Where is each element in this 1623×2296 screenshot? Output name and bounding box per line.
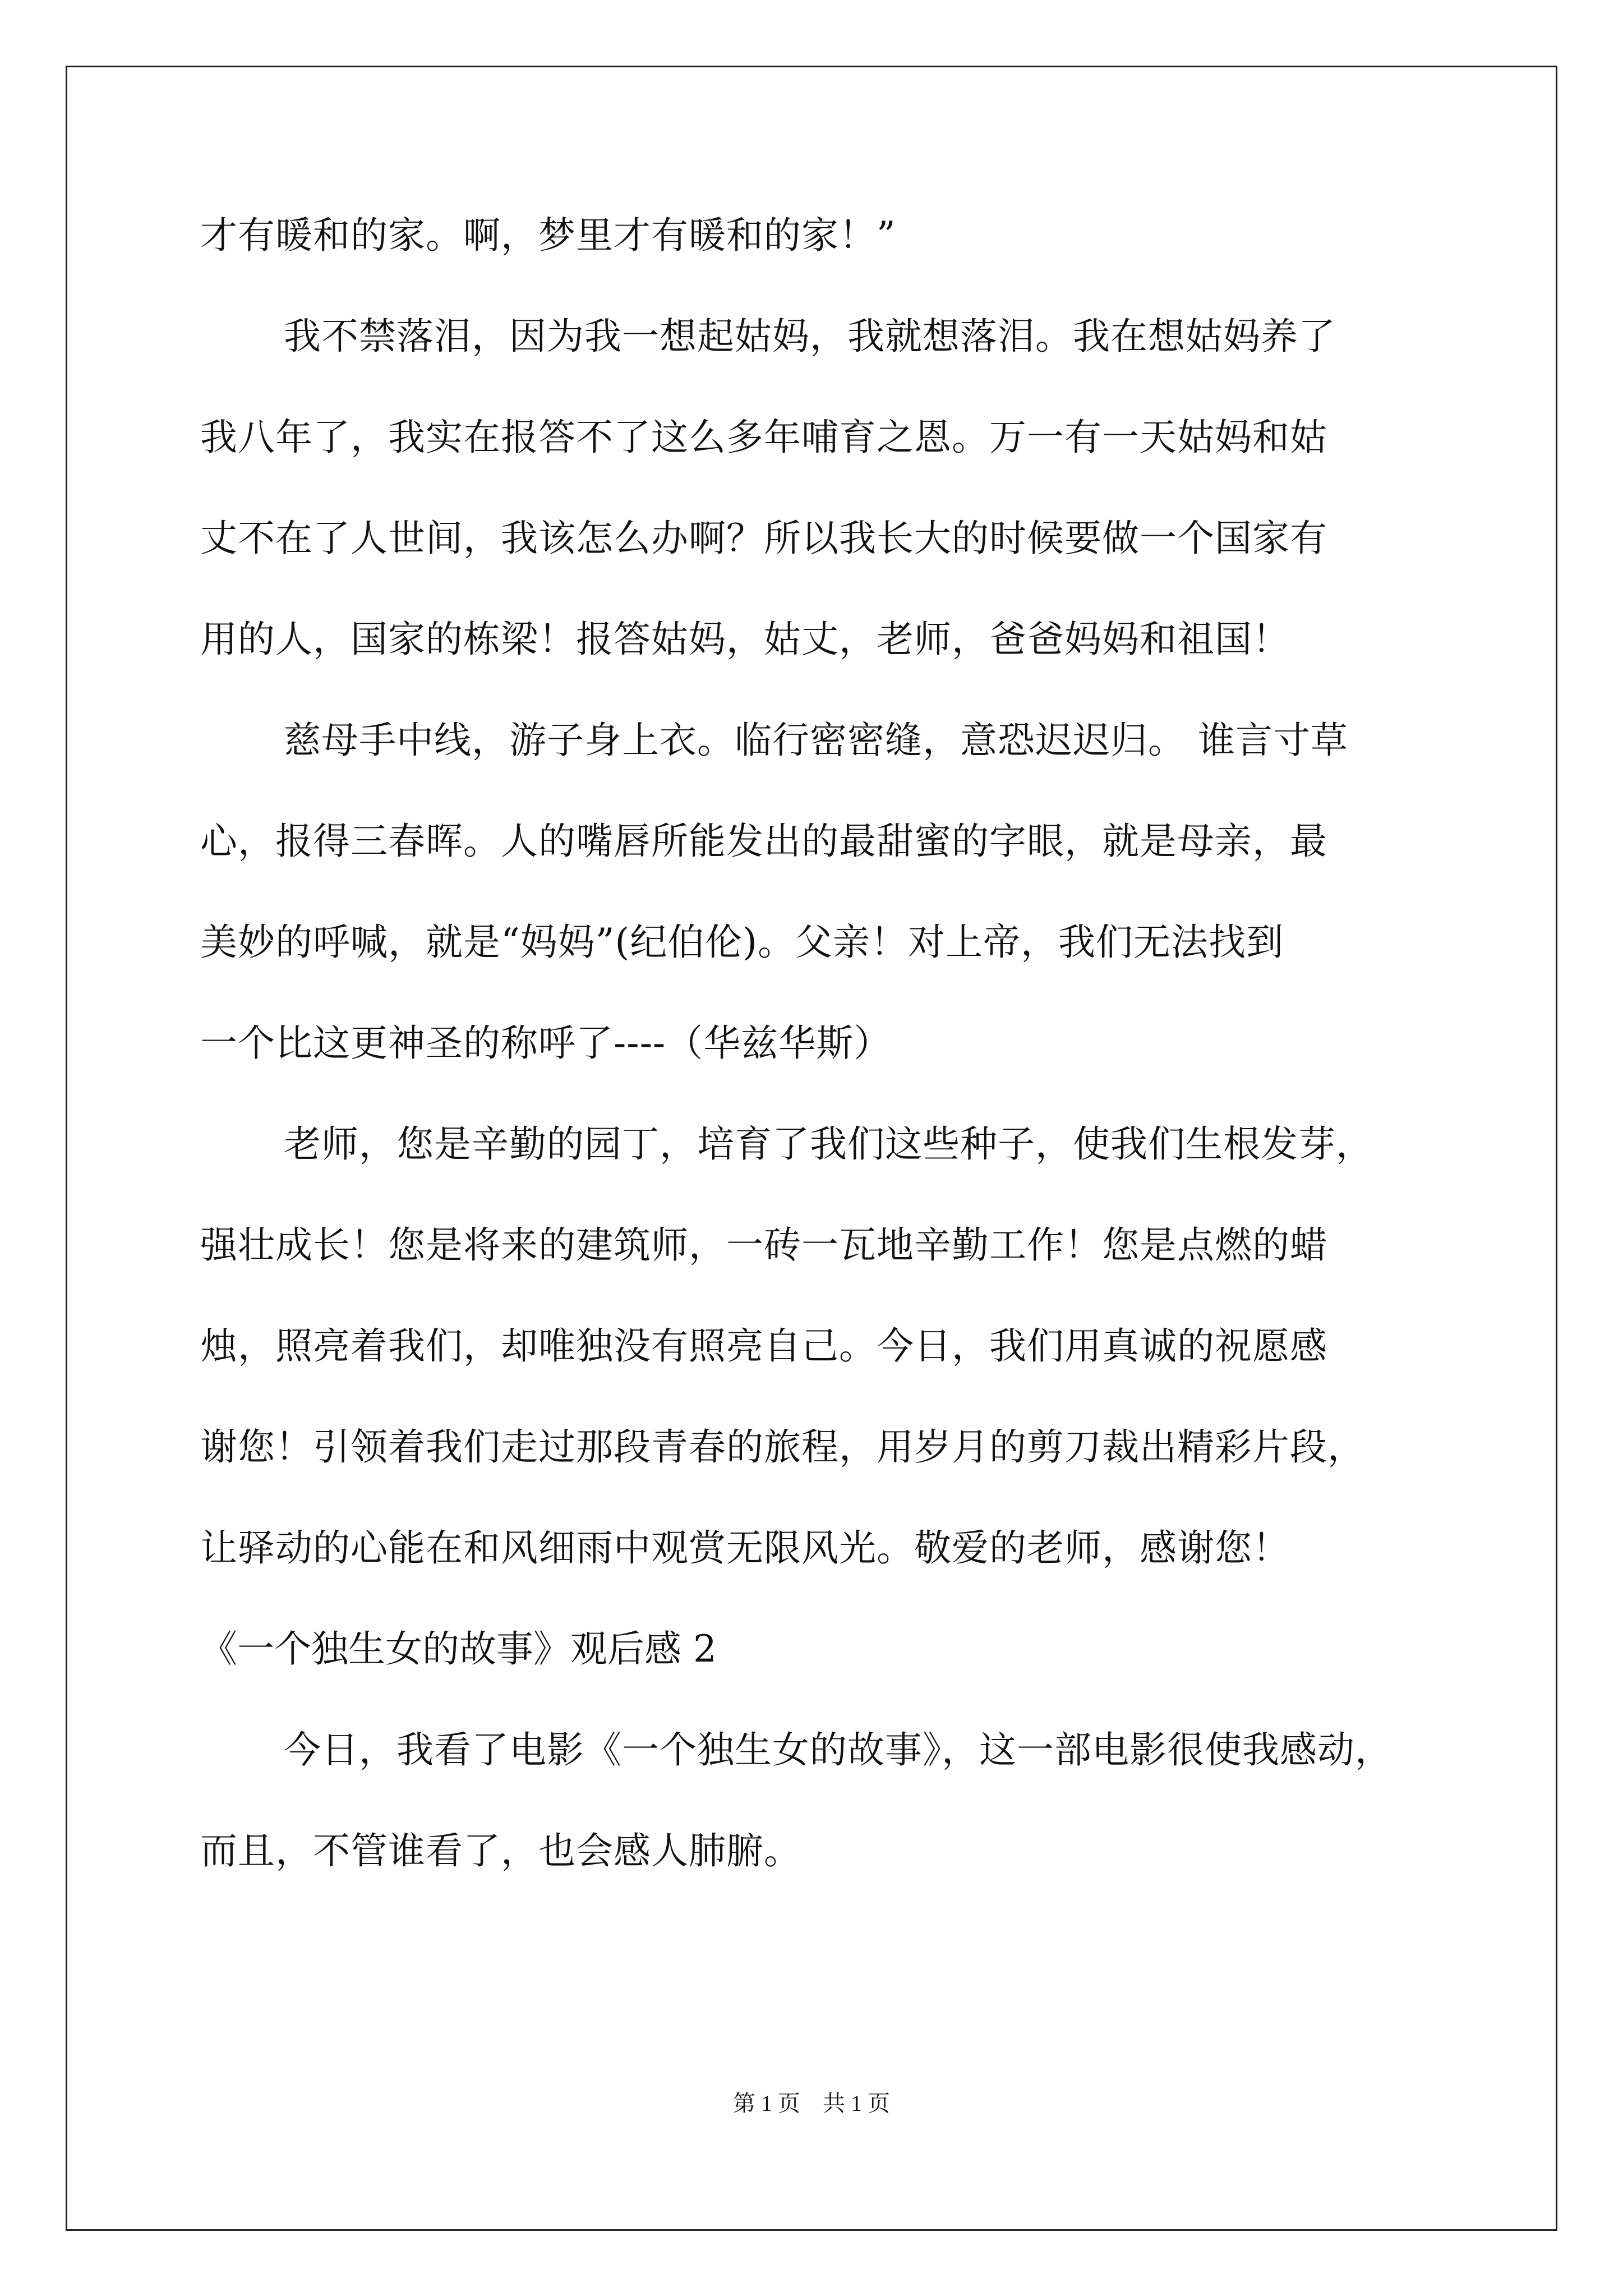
- paragraph-line: 而且，不管谁看了，也会感人肺腑。: [200, 1829, 801, 1872]
- paragraph-line: 老师，您是辛勤的园丁，培育了我们这些种子，使我们生根发芽，: [284, 1122, 1373, 1166]
- paragraph-line: 谢您！引领着我们走过那段青春的旅程，用岁月的剪刀裁出精彩片段，: [200, 1425, 1365, 1469]
- paragraph-line: 一个比这更神圣的称呼了----（华兹华斯）: [200, 1022, 892, 1065]
- paragraph-line: 强壮成长！您是将来的建筑师，一砖一瓦地辛勤工作！您是点燃的蜡: [200, 1223, 1327, 1267]
- paragraph-line: 用的人，国家的栋梁！报答姑妈，姑丈，老师，爸爸妈妈和祖国！: [200, 618, 1290, 661]
- paragraph-line: 慈母手中线，游子身上衣。临行密密缝，意恐迟迟归。 谁言寸草: [284, 719, 1348, 762]
- paragraph-line: 我八年了，我实在报答不了这么多年哺育之恩。万一有一天姑妈和姑: [200, 416, 1327, 459]
- paragraph-line: 让驿动的心能在和风细雨中观赏无限风光。敬爱的老师，感谢您！: [200, 1526, 1290, 1570]
- section-title: 《一个独生女的故事》观后感 2: [200, 1627, 717, 1671]
- paragraph-line: 心，报得三春晖。人的嘴唇所能发出的最甜蜜的字眼，就是母亲，最: [200, 820, 1327, 863]
- paragraph-line: 才有暖和的家。啊，梦里才有暖和的家！”: [200, 214, 896, 257]
- paragraph-line: 烛，照亮着我们，却唯独没有照亮自己。今日，我们用真诚的祝愿感: [200, 1324, 1327, 1368]
- page-footer: 第 1 页 共 1 页: [733, 2091, 890, 2116]
- paragraph-line: 我不禁落泪，因为我一想起姑妈，我就想落泪。我在想姑妈养了: [284, 315, 1336, 358]
- paragraph-line: 美妙的呼喊，就是“妈妈”(纪伯伦)。父亲！对上帝，我们无法找到: [200, 921, 1284, 964]
- paragraph-line: 丈不在了人世间，我该怎么办啊？所以我长大的时候要做一个国家有: [200, 517, 1327, 560]
- paragraph-line: 今日，我看了电影《一个独生女的故事》，这一部电影很使我感动，: [284, 1728, 1393, 1772]
